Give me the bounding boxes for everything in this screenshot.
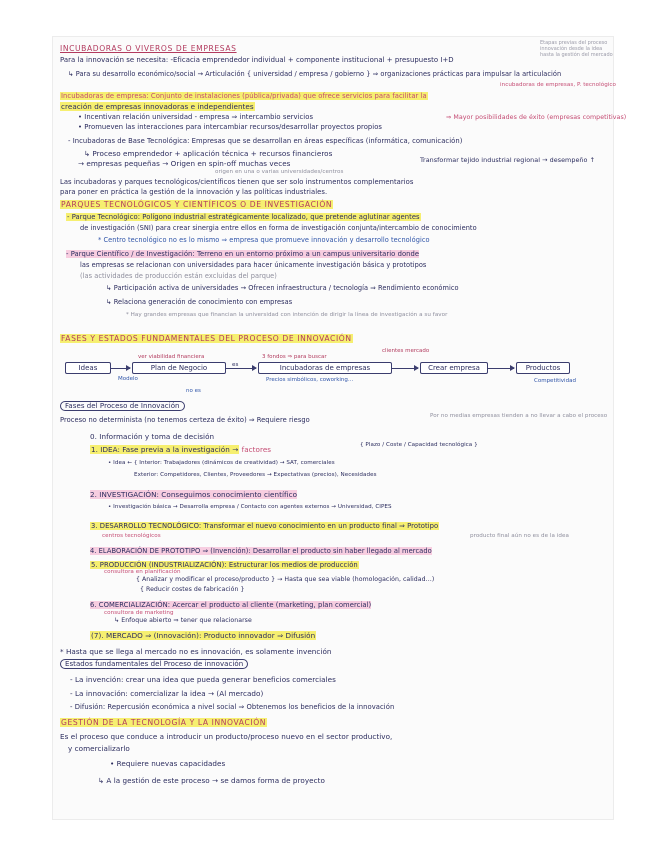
step-3-text: 3. DESARROLLO TECNOLÓGICO: Transformar el nuevo conocimiento en un producto final ⇒ Prototipo [91, 522, 439, 530]
flow-bottom-no: no es [186, 388, 201, 394]
step-2-text: 2. INVESTIGACIÓN: Conseguimos conocimiento científico [90, 490, 298, 499]
line-5-right [446, 113, 626, 122]
gestion-3: • Requiere nuevas capacidades [110, 759, 226, 768]
flow-bottom-modelo: Modelo [118, 376, 138, 382]
step-0: 0. Información y toma de decisión [90, 432, 215, 441]
line-2: ↳ Para su desarrollo económico/social → Articulación { universidad / empresa / gobierno } ⇒ organizaciones prácticas para impulsar la articulación [68, 70, 562, 78]
flow-bottom-competitividad: Competitividad [534, 378, 576, 384]
step-1-text: 1. IDEA: Fase previa a la investigación → [91, 445, 239, 454]
estado-innovacion: - La innovación: comercializar la idea → (Al mercado) [70, 689, 264, 698]
gestion-2: y comercializarlo [68, 744, 130, 753]
step-2-basic: • Investigación básica → Desarrolla empresa / Contacto con agentes externos → Universidad, CIPES [108, 504, 392, 510]
flow-top-viabilidad: ver viabilidad financiera [138, 354, 205, 360]
flow-arrow-3 [392, 368, 418, 369]
heading-incubadoras: INCUBADORAS O VIVEROS DE EMPRESAS [60, 44, 237, 53]
step-1-exterior: Exterior: Competidores, Clientes, Proveedores → Expectativas (precios), Necesidades [134, 472, 377, 478]
step-3 [90, 522, 439, 531]
line-18: ↳ Participación activa de universidades → Ofrecen infraestructura / tecnología ⇒ Rendimiento económico [106, 284, 459, 292]
step-1-interior: • Idea ← { Interior: Trabajadores (dinámicos de creatividad) → SAT, comerciales [108, 460, 335, 466]
line-8: ↳ Proceso emprendedor + aplicación técnica + recursos financieros [84, 149, 333, 158]
line-12 [66, 213, 421, 222]
line-17: (las actividades de producción están excluidas del parque) [80, 272, 277, 280]
step-6-enfoque: ↳ Enfoque abierto ⇒ tener que relacionarse [114, 617, 252, 624]
step-6-text: 6. COMERCIALIZACIÓN: Acercar el producto al cliente (marketing, plan comercial) [90, 601, 372, 609]
line-1: Para la innovación se necesita: -Eficacia emprendedor individual + componente institucional + presupuesto I+D [60, 56, 454, 64]
step-8: * Hasta que se llega al mercado no es innovación, es solamente invención [60, 647, 332, 656]
step-5-reducir: { Reducir costes de fabricación } [140, 586, 245, 593]
flow-node-plan: Plan de Negocio [132, 362, 226, 374]
flow-arrow-2 [226, 368, 256, 369]
flow-bottom-precios: Precios simbólicos, coworking… [266, 377, 354, 383]
line-9-right: Transformar tejido industrial regional → desempeño ↑ [420, 156, 595, 164]
line-15 [66, 250, 419, 259]
heading-parques-text: PARQUES TECNOLÓGICOS Y CIENTÍFICOS O DE INVESTIGACIÓN [61, 200, 333, 209]
line-5: • Incentivan relación universidad - empresa ⇒ intercambio servicios [78, 113, 314, 121]
flow-node-crear: Crear empresa [420, 362, 488, 374]
line-13: de investigación (SNI) para crear sinergia entre ellos en forma de investigación conjunta/intercambio de conocimiento [80, 224, 477, 232]
step-7 [90, 631, 316, 640]
heading-fases [60, 334, 353, 343]
line-10: Las incubadoras y parques tecnológicos/científicos tienen que ser solo instrumentos complementarios [60, 178, 414, 186]
p1: Proceso no determinista (no tenemos certeza de éxito) ⇒ Requiere riesgo [60, 416, 310, 424]
flow-node-incubadoras: Incubadoras de empresas [258, 362, 392, 374]
step-1 [90, 445, 271, 454]
corner-note-2: innovación desde la idea [540, 46, 603, 52]
line-2-right: incubadoras de empresas, P. tecnológico [500, 82, 616, 88]
flow-arrow-4 [488, 368, 514, 369]
step-1-factores: factores [241, 445, 272, 454]
flow-arrow-1 [110, 368, 130, 369]
heading-gestion [60, 718, 267, 727]
heading-gestion-text: GESTIÓN DE LA TECNOLOGÍA Y LA INNOVACIÓN [61, 718, 267, 727]
line-7: - Incubadoras de Base Tecnológica: Empresas que se desarrollan en áreas específicas (informática, comunicación) [68, 137, 463, 145]
step-7-text: (7). MERCADO ⇒ (Innovación): Producto innovador ⇒ Difusión [91, 631, 316, 640]
step-4 [90, 547, 432, 556]
step-3-right: producto final aún no es de la idea [470, 533, 569, 539]
estados-subheading [60, 660, 248, 669]
line-16: las empresas se relacionan con universidades para hacer únicamente investigación básica y prototipos [80, 261, 427, 269]
flow-top-clientes: clientes mercado [382, 348, 430, 354]
step-1-factors: { Plazo / Coste / Capacidad tecnológica } [360, 442, 478, 448]
step-2 [90, 490, 297, 499]
gestion-4: ↳ A la gestión de este proceso → se damos forma de proyecto [98, 776, 325, 785]
fases-subheading-text: Fases del Proceso de Innovación [60, 401, 185, 411]
line-19: ↳ Relaciona generación de conocimiento con empresas [106, 298, 293, 306]
line-9-sub: origen en una o varias universidades/centros [215, 169, 344, 175]
step-6-note: consultora de marketing [104, 610, 174, 616]
step-5-analizar: { Analizar y modificar el proceso/producto } → Hasta que sea viable (homologación, calidad…) [136, 576, 435, 583]
step-4-text: 4. ELABORACIÓN DE PROTOTIPO ⇒ (Invención): Desarrollar el producto sin haber llegado al mercado [90, 547, 432, 555]
flow-node-productos: Productos [516, 362, 570, 374]
gestion-1: Es el proceso que conduce a introducir un producto/proceso nuevo en el sector productivo, [60, 732, 393, 741]
fases-subheading [60, 402, 185, 411]
line-11: para poner en práctica la gestión de la innovación y las políticas industriales. [60, 188, 328, 196]
flow-es-label: es [232, 362, 239, 368]
step-5-note: consultora en planificación [104, 569, 181, 575]
parque-tecnologico: - Parque Tecnológico: Polígono industrial estratégicamente localizado, que pretende aglutinar agentes [67, 213, 420, 221]
step-3-centros: centros tecnológicos [102, 533, 161, 539]
line-14: * Centro tecnológico no es lo mismo ⇒ empresa que promueve innovación y desarrollo tecnológico [98, 236, 430, 244]
flow-node-ideas: Ideas [65, 362, 111, 374]
step-6 [90, 601, 371, 610]
line-3 [60, 92, 428, 101]
term-creacion: creación de empresas innovadoras e independientes [61, 102, 254, 111]
step-5-text: 5. PRODUCCIÓN (INDUSTRIALIZACIÓN): Estructurar los medios de producción [91, 561, 358, 569]
estados-subheading-text: Estados fundamentales del Proceso de innovación [60, 659, 248, 669]
p1-right: Por no medias empresas tienden a no llevar a cabo el proceso [430, 413, 608, 419]
parque-cientifico: - Parque Científico / de Investigación: Terreno en un entorno próximo a un campus universitario donde [66, 250, 420, 258]
line-20: * Hay grandes empresas que financian la universidad con intención de dirigir la línea de investigación a su favor [126, 312, 448, 318]
flow-top-fondos: 3 fondos ⇒ para buscar [262, 354, 327, 360]
term-incubadoras: Incubadoras de empresa: Conjunto de instalaciones (pública/privada) que ofrece servicios para facilitar la [61, 92, 427, 100]
heading-parques [60, 200, 333, 209]
heading-fases-text: FASES Y ESTADOS FUNDAMENTALES DEL PROCESO DE INNOVACIÓN [61, 334, 352, 343]
corner-note-3: hasta la gestión del mercado [540, 52, 613, 58]
corner-note-1: Etapas previas del proceso [540, 40, 608, 46]
estado-invencion: - La invención: crear una idea que pueda generar beneficios comerciales [70, 675, 336, 684]
line-9: → empresas pequeñas → Origen en spin-off muchas veces [78, 159, 291, 168]
mayor-exito: ⇒ Mayor posibilidades de éxito (empresas competitivas) [446, 114, 627, 121]
line-6: • Promueven las interacciones para intercambiar recursos/desarrollar proyectos propios [78, 123, 383, 131]
estado-difusion: - Difusión: Repercusión económica a nivel social ⇒ Obtenemos los beneficios de la innovación [70, 703, 395, 711]
line-4 [60, 102, 255, 111]
